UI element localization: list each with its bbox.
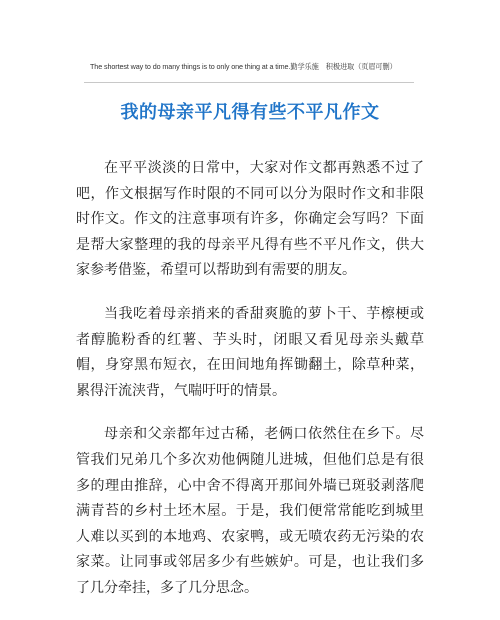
- paragraph-memory: 当我吃着母亲捎来的香甜爽脆的萝卜干、芋檫梗或者醇脆粉香的红薯、芋头时，闭眼又看见母亲头戴草帽，身穿黑布短衣，在田间地角挥锄翻土，除草种菜，累得汗流浃背，气喘吁吁的情景。: [76, 305, 424, 399]
- header-divider: [84, 82, 414, 83]
- document-title: 我的母亲平凡得有些不平凡作文: [120, 102, 380, 123]
- document-body: [76, 156, 424, 620]
- page-header-tagline: The shortest way to do many things is to only one thing at a time.勤学乐施 积极进取（页眉可删）: [90, 62, 397, 71]
- paragraph-parents: 母亲和父亲都年过古稀，老俩口依然住在乡下。尽管我们兄弟几个多次劝他俩随儿进城，但他们总是有很多的理由推辞，心中舍不得离开那间外墙已斑驳剥落爬满青苔的乡村土坯木屋。于是，我们便常常能吃到城里人难以买到的本地鸡、农家鸭，或无喷农药无污染的农家菜。让同事或邻居多少有些嫉妒。可是，也让我们多了几分牵挂，多了几分思念。: [76, 426, 424, 596]
- paragraph-intro: 在平平淡淡的日常中，大家对作文都再熟悉不过了吧，作文根据写作时限的不同可以分为限时作文和非限时作文。作文的注意事项有许多，你确定会写吗？下面是帮大家整理的我的母亲平凡得有些不平凡作文，供大家参考借鉴，希望可以帮助到有需要的朋友。: [76, 160, 424, 279]
